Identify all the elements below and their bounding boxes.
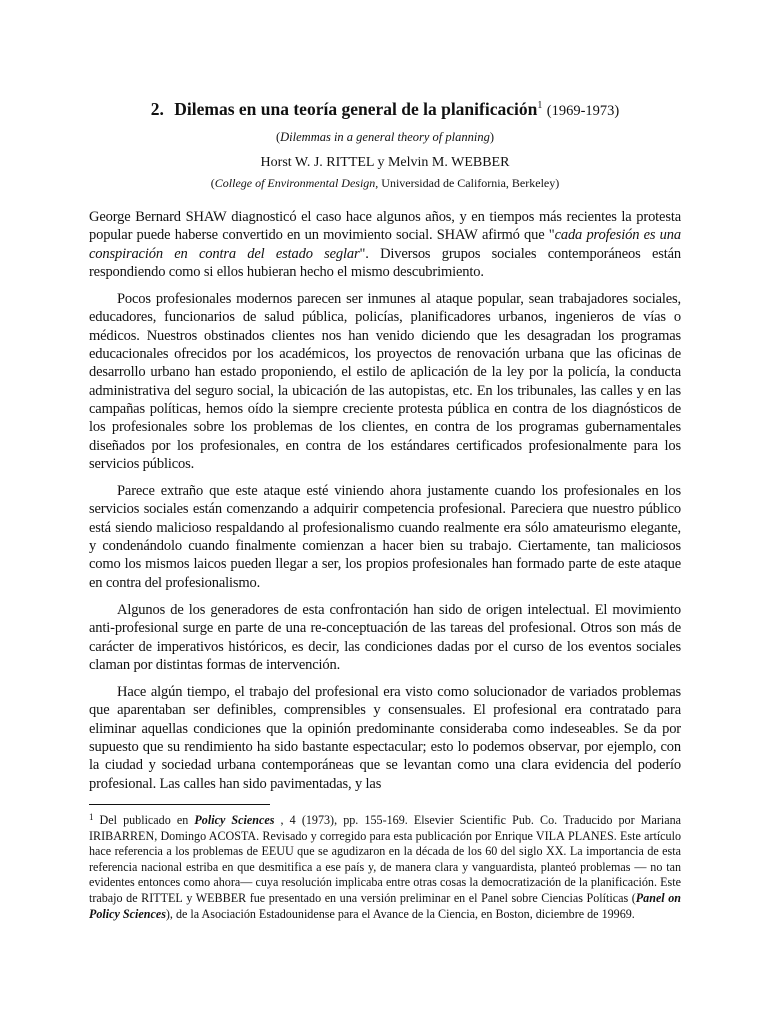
fn-text-a: Del publicado en xyxy=(99,813,195,827)
paragraph-5: Hace algún tiempo, el trabajo del profesional era visto como solucionador de variados problemas que aparentaban ser definibles, comprensibles y consensuales. El profesional era contratado para eliminar aquellas condiciones que la opinión predominante consideraba como indeseables. Se da por supuesto que su rendimiento ha sido bastante espectacular; esto lo podemos observar, por ejemplo, con la ciudad y sociedad urbana contemporáneas que se levantan como una clara evidencia del poderío profesional. Las calles han sido pavimentadas, y las xyxy=(89,684,681,792)
affiliation xyxy=(89,176,681,191)
affiliation-open-paren: ( xyxy=(210,176,215,190)
fn-sc-iribarren: RIBARREN xyxy=(93,828,155,843)
p1-text-f: ". Diversos grupos sociales contemporáneos están respondiendo como si ellos hubieran hecho el mismo descubrimiento. xyxy=(89,245,681,280)
fn-text-n: fue presentado en una versión preliminar en el Panel sobre Ciencias Políticas ( xyxy=(246,890,636,905)
footnote xyxy=(89,810,681,922)
affiliation-university: , Universidad de California, Berkeley) xyxy=(375,176,560,190)
p1-text-a: George Bernard S xyxy=(89,209,194,225)
footnote-divider xyxy=(89,804,270,805)
title-years: (1969-1973) xyxy=(546,103,620,119)
paragraph-4: Algunos de los generadores de esta confrontación han sido de origen intelectual. El movimiento anti-profesional surge en parte de una re-conceptuación de las tareas del profesional. Otros son más de carácter de imperativos históricos, es decir, las condiciones dadas por el curso de los eventos sociales claman por distintas formas de intervención. xyxy=(89,601,681,673)
fn-sc-webber: EBBER xyxy=(207,890,247,905)
panel-name: Panel on Policy Sciences xyxy=(89,890,682,921)
p1-text-e: afirmó que " xyxy=(477,227,555,244)
fn-sc-vila: ILA xyxy=(544,828,565,843)
p1-text-c: diagnosticó el caso hace algunos años, y en tiempos más recientes la protesta popular puede haberse convertido en un movimiento social. S xyxy=(89,209,682,244)
title-line xyxy=(89,99,681,120)
fn-text-b: , 4 (1973), pp. 155-169. Elsevier Scientific Pub. Co. Traducido por Mariana I xyxy=(89,813,682,843)
body-text xyxy=(89,208,681,802)
affiliation-college: College of Environmental Design xyxy=(214,176,376,190)
fn-text-o: ), de la Asociación Estadounidense para el Avance de la Ciencia, en Boston, diciembre de 19969. xyxy=(165,906,635,921)
paragraph-1 xyxy=(89,208,681,281)
fn-text-d: , Domingo A xyxy=(154,828,218,843)
subtitle-close-paren: ) xyxy=(489,130,495,144)
paragraph-2: Pocos profesionales modernos parecen ser inmunes al ataque popular, sean trabajadores sociales, educadores, funcionarios de salud pública, policías, planificadores urbanos, ingenieros de vías o médicos. Nuestros obstinados clientes nos han venido diciendo que les desagradan los programas educacionales ofrecidos por los académicos, los proyectos de renovación urbana que las oficinas de desarrollo urbano han estado proponiendo, el estilo de aplicación de la ley por la policía, la conducta administrativa del seguro social, la ubicación de las autopistas, etc. En los tribunales, las calles y en las campañas políticas, hemos oído la siempre creciente protesta pública en contra de los diagnósticos de los profesionales sobre los problemas de los clientes, en contra de los programas gubernamentales diseñados por los profesionales, en contra de los estándares certificados profesionalmente para los servicios públicos. xyxy=(89,291,681,472)
fn-sc-acosta: COSTA xyxy=(217,828,257,843)
footnote-number: 1 xyxy=(89,812,94,822)
fn-text-f: . Revisado y corregido para esta publicación por Enrique V xyxy=(256,828,545,843)
p1-shaw-1: HAW xyxy=(193,209,227,225)
p1-shaw-2: HAW xyxy=(444,227,478,244)
shaw-quote: cada profesión es una conspiración en contra del estado seglar xyxy=(89,227,681,262)
fn-text-l: y W xyxy=(182,890,208,905)
fn-text-h: P xyxy=(564,828,575,843)
section-number: 2. xyxy=(150,99,164,119)
fn-sc-planes: LANES xyxy=(574,828,614,843)
footnote-marker[interactable]: 1 xyxy=(537,100,543,111)
journal-name: Policy Sciences xyxy=(194,813,275,827)
subtitle-open-paren: ( xyxy=(275,130,281,144)
authors: Horst W. J. RITTEL y Melvin M. WEBBER xyxy=(260,155,510,170)
subtitle-text: Dilemmas in a general theory of planning xyxy=(280,130,490,144)
fn-text-j: . Este artículo hace referencia a los problemas de EEUU que se agudizaron en la década de los 60 del siglo XX. La importancia de esta referencia nacional estriba en que desmitifica a ese país y, de manera clara y vanguardista, planteó problemas — no tan evidentes entonces como ahora— cuya resolución implicaba entre otras cosas la democratización de la planificación. Este trabajo de R xyxy=(89,828,682,905)
paragraph-3: Parece extraño que este ataque esté viniendo ahora justamente cuando los profesionales en los servicios sociales están comenzando a adquirir competencia profesional. Pareciera que nuestro público está siendo malicioso respaldando al profesionalismo cuando realmente era sólo amateurismo elegante, y condenándolo cuando finalmente comienzan a hacer bien su trabajo. Ciertamente, tan maliciosos como los mismos laicos pueden llegar a ser, los propios profesionales han formado parte de este ataque en contra del profesionalismo. xyxy=(89,483,681,591)
english-subtitle xyxy=(89,130,681,145)
page-title: Dilemas en una teoría general de la planificación xyxy=(174,99,538,119)
fn-sc-rittel: ITTEL xyxy=(149,890,183,905)
